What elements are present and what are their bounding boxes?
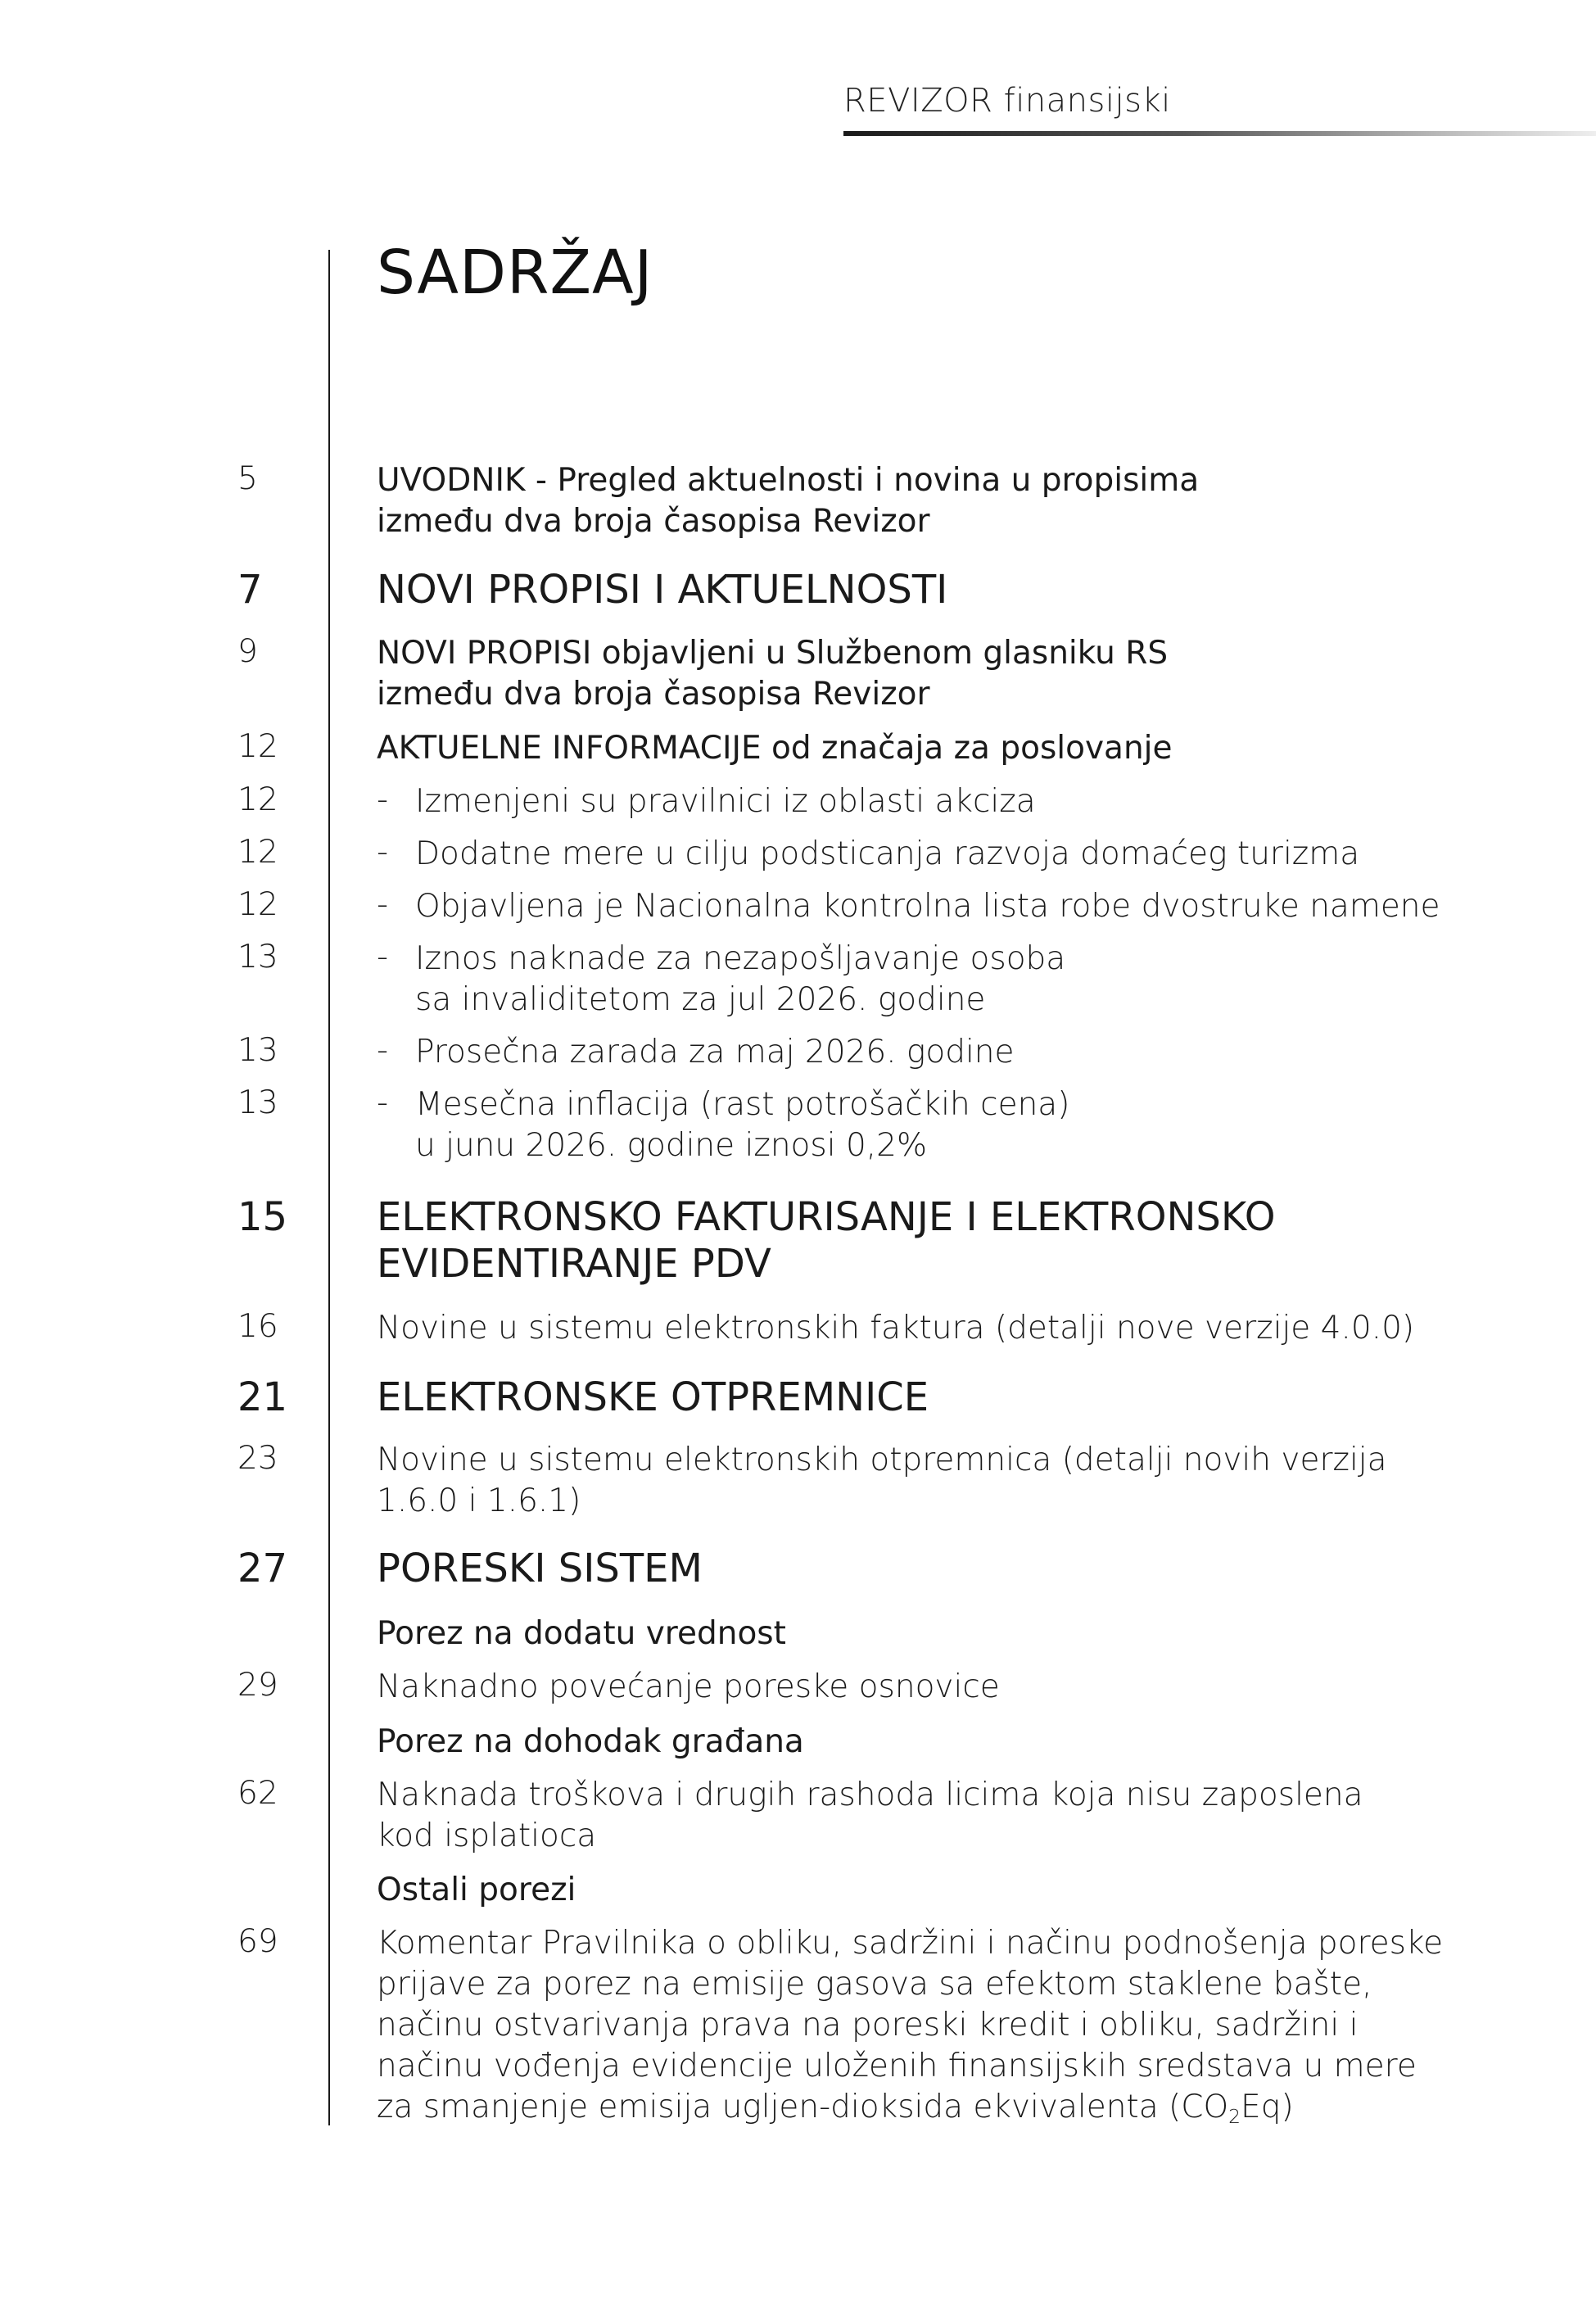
toc-entry-title <box>377 1923 1564 2128</box>
toc-page-number: 12 <box>237 781 278 818</box>
toc-page-number: 29 <box>237 1667 278 1704</box>
toc-page-number: 23 <box>237 1440 278 1477</box>
toc-page-number: 13 <box>237 1032 278 1069</box>
header-rule <box>843 131 1596 136</box>
toc-entry-line: između dva broja časopisa Revizor <box>377 676 930 713</box>
toc-entry-title <box>377 1308 1564 1349</box>
toc-entry-title <box>377 567 1564 613</box>
toc-bullet-dash: - <box>377 834 389 871</box>
subscript: 2 <box>1228 2105 1241 2129</box>
toc-entry-title <box>377 460 1564 542</box>
toc-entry-line: Naknada troškova i drugih rashoda licima koja nisu zaposlena <box>377 1777 1363 1813</box>
toc-entry-title <box>377 1667 1564 1708</box>
toc-entry-title <box>415 1032 1596 1073</box>
toc-entry-line: Porez na dohodak građana <box>377 1723 804 1760</box>
toc-page-number: 5 <box>237 460 258 497</box>
toc-entry-title <box>415 939 1596 1021</box>
toc-entry-title <box>415 834 1596 875</box>
toc-bullet-dash: - <box>377 1032 389 1069</box>
toc-entry-line: Novine u sistemu elektronskih otpremnica (detalji novih verzija <box>377 1442 1387 1478</box>
toc-entry-line: kod isplatioca <box>377 1817 597 1854</box>
toc-entry-line: ELEKTRONSKO FAKTURISANJE I ELEKTRONSKO <box>377 1194 1276 1240</box>
toc-entry-line: sa invaliditetom za jul 2026. godine <box>415 981 986 1018</box>
toc-entry-line: Izmenjeni su pravilnici iz oblasti akciza <box>415 783 1036 820</box>
toc-page-number: 16 <box>237 1308 278 1345</box>
toc-entry-title <box>377 1870 1564 1911</box>
toc-entry-line: NOVI PROPISI I AKTUELNOSTI <box>377 567 948 613</box>
toc-entry-title <box>377 1440 1564 1522</box>
toc-entry-line: Porez na dodatu vrednost <box>377 1615 786 1652</box>
toc-entry-title <box>377 1722 1564 1763</box>
toc-entry-line: načinu vođenja evidencije uloženih finansijskih sredstava u mere <box>377 2048 1417 2084</box>
toc-entry-line: Ostali porezi <box>377 1872 576 1908</box>
toc-entry-line: NOVI PROPISI objavljeni u Službenom glasniku RS <box>377 635 1169 672</box>
vertical-divider <box>328 250 330 2125</box>
toc-entry-line: Komentar Pravilnika o obliku, sadržini i načinu podnošenja poreske <box>377 1925 1444 1962</box>
toc-entry-title <box>377 1775 1564 1857</box>
toc-entry-title <box>377 1194 1564 1288</box>
toc-page-number: 13 <box>237 939 278 975</box>
toc-entry-line: Mesečna inflacija (rast potrošačkih cena) <box>415 1086 1070 1123</box>
toc-entry-title <box>377 1374 1564 1421</box>
toc-entry-line: UVODNIK - Pregled aktuelnosti i novina u propisima <box>377 462 1200 499</box>
toc-bullet-dash: - <box>377 781 389 818</box>
toc-entry-line: prijave za porez na emisije gasova sa efektom staklene bašte, <box>377 1966 1372 2003</box>
toc-page-number: 27 <box>237 1546 288 1591</box>
toc-page-number: 69 <box>237 1923 278 1960</box>
toc-page-number: 13 <box>237 1084 278 1121</box>
toc-entry-title <box>415 781 1596 822</box>
toc-entry-title <box>415 886 1596 927</box>
toc-entry-line: za smanjenje emisija ugljen-dioksida ekvivalenta $(CO_2Eq)$ <box>377 2089 1294 2129</box>
toc-entry-title <box>377 633 1564 715</box>
toc-page-number: 15 <box>237 1194 288 1240</box>
toc-entry-line: između dva broja časopisa Revizor <box>377 503 930 540</box>
toc-page-number: 12 <box>237 886 278 923</box>
toc-entry-line: Iznos naknade za nezapošljavanje osoba <box>415 940 1066 977</box>
toc-entry-line: PORESKI SISTEM <box>377 1546 703 1591</box>
toc-page-number: 12 <box>237 834 278 871</box>
toc-entry-line: načinu ostvarivanja prava na poreski kredit i obliku, sadržini i <box>377 2007 1359 2044</box>
toc-entry-line: Novine u sistemu elektronskih faktura (detalji nove verzije 4.0.0) <box>377 1310 1415 1347</box>
toc-page-number: 12 <box>237 728 278 765</box>
toc-entry-line: Objavljena je Nacionalna kontrolna lista robe dvostruke namene <box>415 888 1440 925</box>
toc-bullet-dash: - <box>377 1084 389 1121</box>
toc-page-number: 62 <box>237 1775 278 1812</box>
toc-page-number: 21 <box>237 1374 288 1420</box>
page-title: SADRŽAJ <box>377 238 653 308</box>
toc-entry-title <box>415 1084 1596 1166</box>
toc-entry-line: Naknadno povećanje poreske osnovice <box>377 1668 1000 1705</box>
toc-entry-line: ELEKTRONSKE OTPREMNICE <box>377 1374 929 1420</box>
toc-entry-line: Dodatne mere u cilju podsticanja razvoja domaćeg turizma <box>415 835 1360 872</box>
toc-entry-line: Prosečna zarada za maj 2026. godine <box>415 1034 1015 1070</box>
publication-name: REVIZOR finansijski <box>843 82 1171 120</box>
toc-bullet-dash: - <box>377 886 389 923</box>
toc-entry-line: u junu 2026. godine iznosi 0,2% <box>415 1127 928 1164</box>
toc-entry-title <box>377 1614 1564 1654</box>
toc-entry-title <box>377 1546 1564 1592</box>
toc-page-number: 7 <box>237 567 263 613</box>
toc-entry-line: 1.6.0 i 1.6.1) <box>377 1482 581 1519</box>
toc-entry-line: EVIDENTIRANJE PDV <box>377 1241 771 1287</box>
toc-entry-title <box>377 728 1564 769</box>
toc-bullet-dash: - <box>377 939 389 975</box>
toc-entry-line: AKTUELNE INFORMACIJE od značaja za poslovanje <box>377 730 1173 767</box>
toc-page-number: 9 <box>237 633 258 670</box>
